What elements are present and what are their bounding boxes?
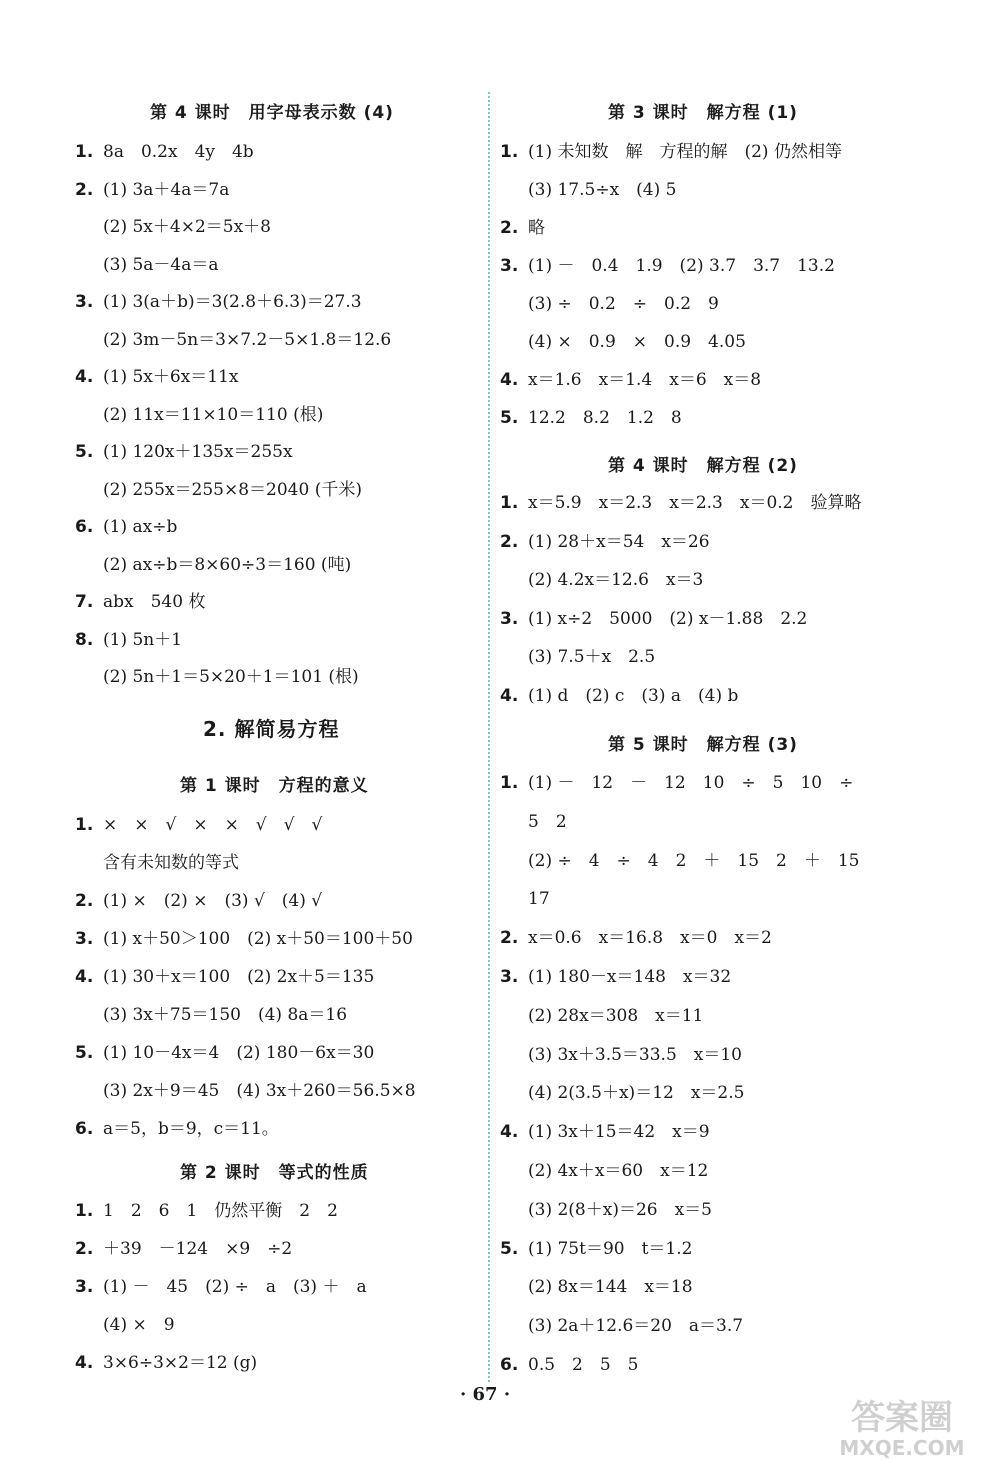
- answer-line: [500, 1121, 710, 1143]
- answer-text: (3) 3x＋75＝150 (4) 8a＝16: [103, 1005, 348, 1025]
- answer-text: (1) 180－x＝148 x＝32: [528, 967, 732, 987]
- answer-text: (1) 3x＋15＝42 x＝9: [528, 1122, 710, 1143]
- question-number: 6.: [500, 1355, 519, 1375]
- question-number: 4.: [500, 685, 519, 706]
- answer-text: (1) － 12 － 12 10 ÷ 5 10 ÷: [528, 773, 854, 793]
- question-number: 5.: [500, 1238, 519, 1259]
- answer-line: [500, 492, 862, 514]
- right-heading-1: 第 3 课时 解方程 (1): [608, 103, 798, 123]
- answer-line: [75, 1004, 347, 1026]
- answer-text: (2) 255x＝255×8＝2040 (千米): [103, 479, 362, 500]
- answer-line: [500, 1199, 712, 1221]
- answer-text: (2) ÷ 4 ÷ 4 2 ＋ 15 2 ＋ 15: [528, 850, 860, 871]
- answer-text: (1) 28＋x＝54 x＝26: [528, 531, 710, 552]
- answer-line: [75, 404, 323, 426]
- answer-text: x＝1.6 x＝1.4 x＝6 x＝8: [528, 370, 762, 390]
- question-number: 4.: [75, 967, 94, 987]
- answer-text: (1) × (2) × (3) √ (4) √: [103, 891, 323, 911]
- answer-text: (1) 120x＋135x＝255x: [103, 442, 293, 462]
- question-number: 8.: [75, 629, 94, 650]
- question-number: 1.: [75, 815, 94, 835]
- answer-text: ＋39 －124 ×9 ÷2: [103, 1239, 293, 1259]
- answer-text: 3×6÷3×2＝12 (g): [103, 1353, 258, 1373]
- answer-text: (3) ÷ 0.2 ÷ 0.2 9: [528, 294, 719, 314]
- right-heading-2: 第 4 课时 解方程 (2): [608, 456, 798, 476]
- question-number: 1.: [75, 142, 94, 162]
- answer-text: (2) 28x＝308 x＝11: [528, 1005, 704, 1026]
- answer-text: x＝5.9 x＝2.3 x＝2.3 x＝0.2 验算略: [528, 493, 862, 513]
- answer-line: [500, 217, 545, 239]
- section-title: 2. 解简易方程: [203, 717, 340, 741]
- answer-text: 5 2: [528, 811, 567, 832]
- answer-text: (1) 30＋x＝100 (2) 2x＋5＝135: [103, 967, 375, 987]
- answer-text: (2) ax÷b＝8×60÷3＝160 (吨): [103, 554, 352, 575]
- question-number: 2.: [500, 218, 519, 238]
- question-number: 2.: [75, 891, 94, 911]
- left-heading-3: 第 2 课时 等式的性质: [180, 1163, 369, 1183]
- answer-text: 0.5 2 5 5: [528, 1355, 639, 1375]
- answer-line: [500, 1005, 703, 1027]
- answer-text: (1) 未知数 解 方程的解 (2) 仍然相等: [528, 142, 842, 162]
- question-number: 1.: [75, 1201, 94, 1221]
- answer-text: (1) d (2) c (3) a (4) b: [528, 685, 739, 706]
- answer-line: [75, 516, 177, 538]
- question-number: 1.: [500, 773, 519, 793]
- answer-line: [75, 1080, 416, 1102]
- answer-line: [500, 1276, 693, 1298]
- answer-text: (1) 5n＋1: [103, 629, 183, 650]
- question-number: 3.: [500, 967, 519, 987]
- answer-text: abx 540 枚: [103, 592, 206, 612]
- answer-line: [500, 888, 550, 910]
- answer-text: (2) 5n＋1＝5×20＋1＝101 (根): [103, 667, 359, 687]
- answer-text: (3) 3x＋3.5＝33.5 x＝10: [528, 1044, 742, 1065]
- answer-line: [75, 179, 229, 201]
- answer-line: [75, 329, 391, 351]
- answer-line: [75, 1118, 279, 1140]
- question-number: 1.: [500, 493, 519, 513]
- answer-line: [500, 772, 853, 794]
- question-number: 7.: [75, 592, 94, 612]
- answer-line: [75, 1314, 175, 1336]
- answer-line: [500, 850, 860, 872]
- watermark-logo: [810, 1395, 995, 1460]
- answer-text: (2) 5x＋4×2＝5x＋8: [103, 217, 271, 237]
- question-number: 4.: [500, 1122, 519, 1143]
- answer-line: [75, 479, 362, 501]
- answer-line: [500, 369, 761, 391]
- answer-line: [500, 179, 676, 201]
- answer-text: (4) × 0.9 × 0.9 4.05: [528, 332, 746, 352]
- question-number: 3.: [500, 256, 519, 276]
- answer-line: [75, 254, 219, 276]
- answer-text: (1) 5x＋6x＝11x: [103, 367, 239, 387]
- answer-line: [500, 646, 655, 668]
- question-number: 3.: [75, 929, 94, 949]
- answer-text: (4) × 9: [103, 1315, 175, 1335]
- answer-line: [75, 1238, 292, 1260]
- answer-text: (2) 11x＝11×10＝110 (根): [103, 404, 324, 425]
- answer-text: 8a 0.2x 4y 4b: [103, 142, 254, 162]
- answer-text: × × √ × × √ √ √: [103, 815, 323, 835]
- question-number: 5.: [75, 1043, 94, 1063]
- answer-line: [500, 255, 835, 277]
- answer-text: (3) 7.5＋x 2.5: [528, 647, 656, 667]
- column-divider: [488, 92, 490, 1382]
- page-number: · 67 ·: [460, 1384, 511, 1405]
- answer-line: [75, 291, 362, 313]
- question-number: 6.: [75, 1119, 94, 1139]
- answer-text: (2) 8x＝144 x＝18: [528, 1277, 693, 1298]
- answer-text: (2) 4x＋x＝60 x＝12: [528, 1161, 709, 1181]
- answer-line: [75, 1042, 374, 1064]
- question-number: 4.: [75, 367, 94, 387]
- answer-line: [75, 441, 293, 463]
- question-number: 4.: [500, 370, 519, 390]
- answer-line: [75, 666, 359, 688]
- answer-line: [500, 966, 731, 988]
- answer-text: (1) 10－4x＝4 (2) 180－6x＝30: [103, 1043, 375, 1063]
- right-heading-3: 第 5 课时 解方程 (3): [608, 735, 798, 755]
- answer-line: [500, 1315, 743, 1337]
- answer-line: [500, 331, 746, 353]
- answer-line: [500, 1044, 742, 1066]
- answer-text: (1) 3a＋4a＝7a: [103, 179, 230, 200]
- answer-line: [500, 927, 772, 949]
- answer-line: [500, 293, 719, 315]
- answer-text: (1) － 45 (2) ÷ a (3) ＋ a: [103, 1277, 367, 1297]
- answer-line: [75, 966, 374, 988]
- answer-line: [500, 531, 710, 553]
- answer-line: [75, 366, 239, 388]
- answer-line: [75, 814, 322, 836]
- answer-line: [75, 852, 239, 874]
- answer-text: (3) 17.5÷x (4) 5: [528, 180, 677, 200]
- answer-text: (1) 75t＝90 t＝1.2: [528, 1238, 693, 1259]
- answer-line: [500, 1082, 744, 1104]
- answer-line: [500, 1160, 708, 1182]
- answer-line: [75, 1276, 367, 1298]
- answer-text: (3) 2(8＋x)＝26 x＝5: [528, 1199, 713, 1220]
- question-number: 3.: [500, 608, 519, 629]
- answer-line: [75, 1200, 338, 1222]
- question-number: 2.: [500, 531, 519, 552]
- question-number: 6.: [75, 517, 94, 537]
- answer-line: [75, 141, 254, 163]
- question-number: 4.: [75, 1353, 94, 1373]
- answer-line: [500, 407, 682, 429]
- answer-line: [500, 685, 738, 707]
- question-number: 2.: [500, 928, 519, 949]
- answer-line: [500, 569, 703, 591]
- question-number: 5.: [75, 442, 94, 462]
- answer-line: [500, 1238, 692, 1260]
- answer-text: (1) 3(a＋b)＝3(2.8＋6.3)＝27.3: [103, 292, 362, 312]
- answer-line: [75, 591, 205, 613]
- answer-text: 略: [528, 218, 545, 238]
- answer-line: [500, 1354, 638, 1376]
- answer-text: a＝5，b＝9，c＝11。: [103, 1119, 279, 1139]
- svg-text:答案圈: 答案圈: [851, 1398, 953, 1438]
- answer-text: (3) 2x＋9＝45 (4) 3x＋260＝56.5×8: [103, 1081, 416, 1101]
- answer-text: (4) 2(3.5＋x)＝12 x＝2.5: [528, 1083, 745, 1104]
- answer-text: 含有未知数的等式: [103, 853, 239, 873]
- answer-line: [75, 1352, 257, 1374]
- answer-text: 1 2 6 1 仍然平衡 2 2: [103, 1201, 338, 1221]
- answer-text: (1) x÷2 5000 (2) x－1.88 2.2: [528, 608, 808, 629]
- question-number: 3.: [75, 292, 94, 312]
- answer-line: [500, 608, 807, 630]
- answer-text: (1) ax÷b: [103, 517, 178, 537]
- answer-text: (3) 5a－4a＝a: [103, 254, 219, 275]
- question-number: 3.: [75, 1277, 94, 1297]
- question-number: 2.: [75, 179, 94, 200]
- answer-text: (2) 4.2x＝12.6 x＝3: [528, 570, 704, 590]
- answer-line: [75, 216, 271, 238]
- answer-text: x＝0.6 x＝16.8 x＝0 x＝2: [528, 928, 772, 949]
- answer-text: (1) － 0.4 1.9 (2) 3.7 3.7 13.2: [528, 256, 835, 276]
- answer-line: [75, 554, 351, 576]
- answer-text: 17: [528, 889, 550, 910]
- answer-text: (3) 2a＋12.6＝20 a＝3.7: [528, 1316, 744, 1337]
- question-number: 5.: [500, 408, 519, 428]
- question-number: 2.: [75, 1239, 94, 1259]
- answer-line: [75, 629, 182, 651]
- question-number: 1.: [500, 142, 519, 162]
- left-heading-1: 第 4 课时 用字母表示数 (4): [150, 103, 394, 123]
- answer-line: [75, 928, 413, 950]
- answer-line: [75, 890, 322, 912]
- answer-text: 12.2 8.2 1.2 8: [528, 408, 682, 428]
- svg-text:MXQE.COM: MXQE.COM: [839, 1436, 965, 1460]
- left-heading-2: 第 1 课时 方程的意义: [180, 776, 369, 796]
- answer-text: (2) 3m－5n＝3×7.2－5×1.8＝12.6: [103, 329, 392, 350]
- answer-text: (1) x＋50＞100 (2) x＋50＝100＋50: [103, 929, 413, 949]
- answer-line: [500, 141, 842, 163]
- answer-line: [500, 811, 567, 833]
